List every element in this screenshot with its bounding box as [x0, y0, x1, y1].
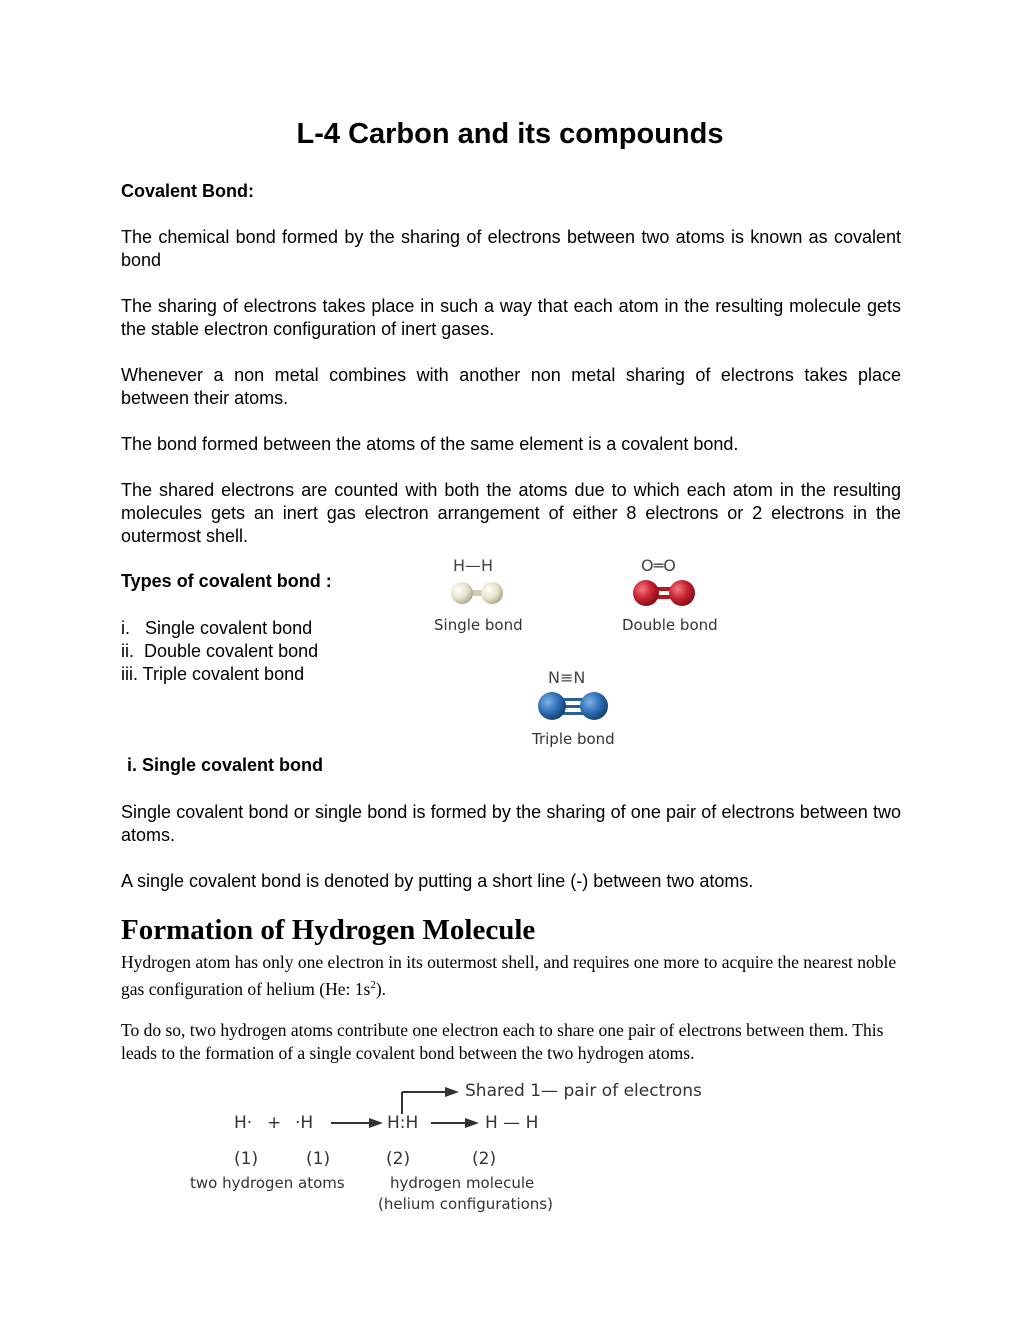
double-bond-formula: O═O	[641, 556, 676, 575]
triple-bond-label: Triple bond	[532, 730, 615, 748]
page-title: L-4 Carbon and its compounds	[296, 118, 724, 150]
single-covalent-heading: i. Single covalent bond	[127, 755, 324, 775]
hydrogen-molecule-dots: H:H	[387, 1113, 419, 1133]
single-bond-molecule	[448, 578, 508, 608]
paragraph-shared-electrons: The shared electrons are counted with both the atoms due to which each atom in the resulting molecules gets an inert gas electron arrangement of either 8 electrons or 2 electrons in the outermost shell.	[121, 480, 901, 546]
caption-two-atoms: two hydrogen atoms	[190, 1174, 345, 1192]
paragraph-hydrogen-sharing: To do so, two hydrogen atoms contribute one electron each to share one pair of electrons between them. This leads to the formation of a single covalent bond between the two hydrogen atoms.	[121, 1020, 884, 1063]
hydrogen-heading: Formation of Hydrogen Molecule	[121, 914, 536, 946]
paragraph-same-element: The bond formed between the atoms of the same element is a covalent bond.	[121, 434, 739, 454]
hydrogen-atom-left: H·	[234, 1113, 253, 1133]
plus-sign: +	[267, 1113, 282, 1133]
paragraph-sharing: The sharing of electrons takes place in such a way that each atom in the resulting molecule gets the stable electron configuration of inert gases.	[121, 296, 901, 339]
paragraph-definition: The chemical bond formed by the sharing of electrons between two atoms is known as covalent bond	[121, 227, 901, 270]
count-label: (2)	[472, 1149, 497, 1169]
triple-bond-formula: N≡N	[548, 668, 586, 687]
double-bond-label: Double bond	[622, 616, 718, 634]
count-label: (1)	[306, 1149, 331, 1169]
count-label: (2)	[386, 1149, 411, 1169]
paragraph-nonmetal: Whenever a non metal combines with another non metal sharing of electrons takes place between their atoms.	[121, 365, 901, 408]
single-bond-label: Single bond	[434, 616, 523, 634]
caption-helium: (helium configurations)	[378, 1195, 553, 1213]
hydrogen-molecule-line: H — H	[485, 1113, 539, 1133]
types-list	[121, 617, 318, 686]
hydrogen-text: Hydrogen atom has only one electron in its outermost shell, and requires one more to acquire the nearest noble gas configuration of helium (He: 1s	[121, 952, 897, 999]
superscript: 2	[370, 979, 376, 991]
paragraph-single-bond: Single covalent bond or single bond is formed by the sharing of one pair of electrons between two atoms.	[121, 802, 901, 845]
list-item: iii. Triple covalent bond	[121, 664, 305, 684]
hydrogen-equation-figure	[185, 1078, 745, 1218]
bond-types-figure	[420, 550, 740, 755]
types-heading: Types of covalent bond :	[121, 571, 332, 591]
paragraph-hydrogen-electron	[121, 951, 901, 1001]
list-item: i. Single covalent bond	[121, 618, 313, 638]
covalent-bond-heading: Covalent Bond:	[121, 181, 254, 201]
shared-pair-label: Shared 1— pair of electrons	[465, 1081, 702, 1101]
paragraph-single-line: A single covalent bond is denoted by putting a short line (-) between two atoms.	[121, 871, 754, 891]
hydrogen-text-end: ).	[375, 978, 387, 999]
triple-bond-molecule	[535, 688, 611, 724]
caption-molecule: hydrogen molecule	[390, 1174, 535, 1192]
hydrogen-atom-right: ·H	[295, 1113, 314, 1133]
double-bond-molecule	[629, 576, 699, 610]
list-item: ii. Double covalent bond	[121, 641, 319, 661]
count-label: (1)	[234, 1149, 259, 1169]
single-bond-formula: H—H	[453, 556, 494, 575]
